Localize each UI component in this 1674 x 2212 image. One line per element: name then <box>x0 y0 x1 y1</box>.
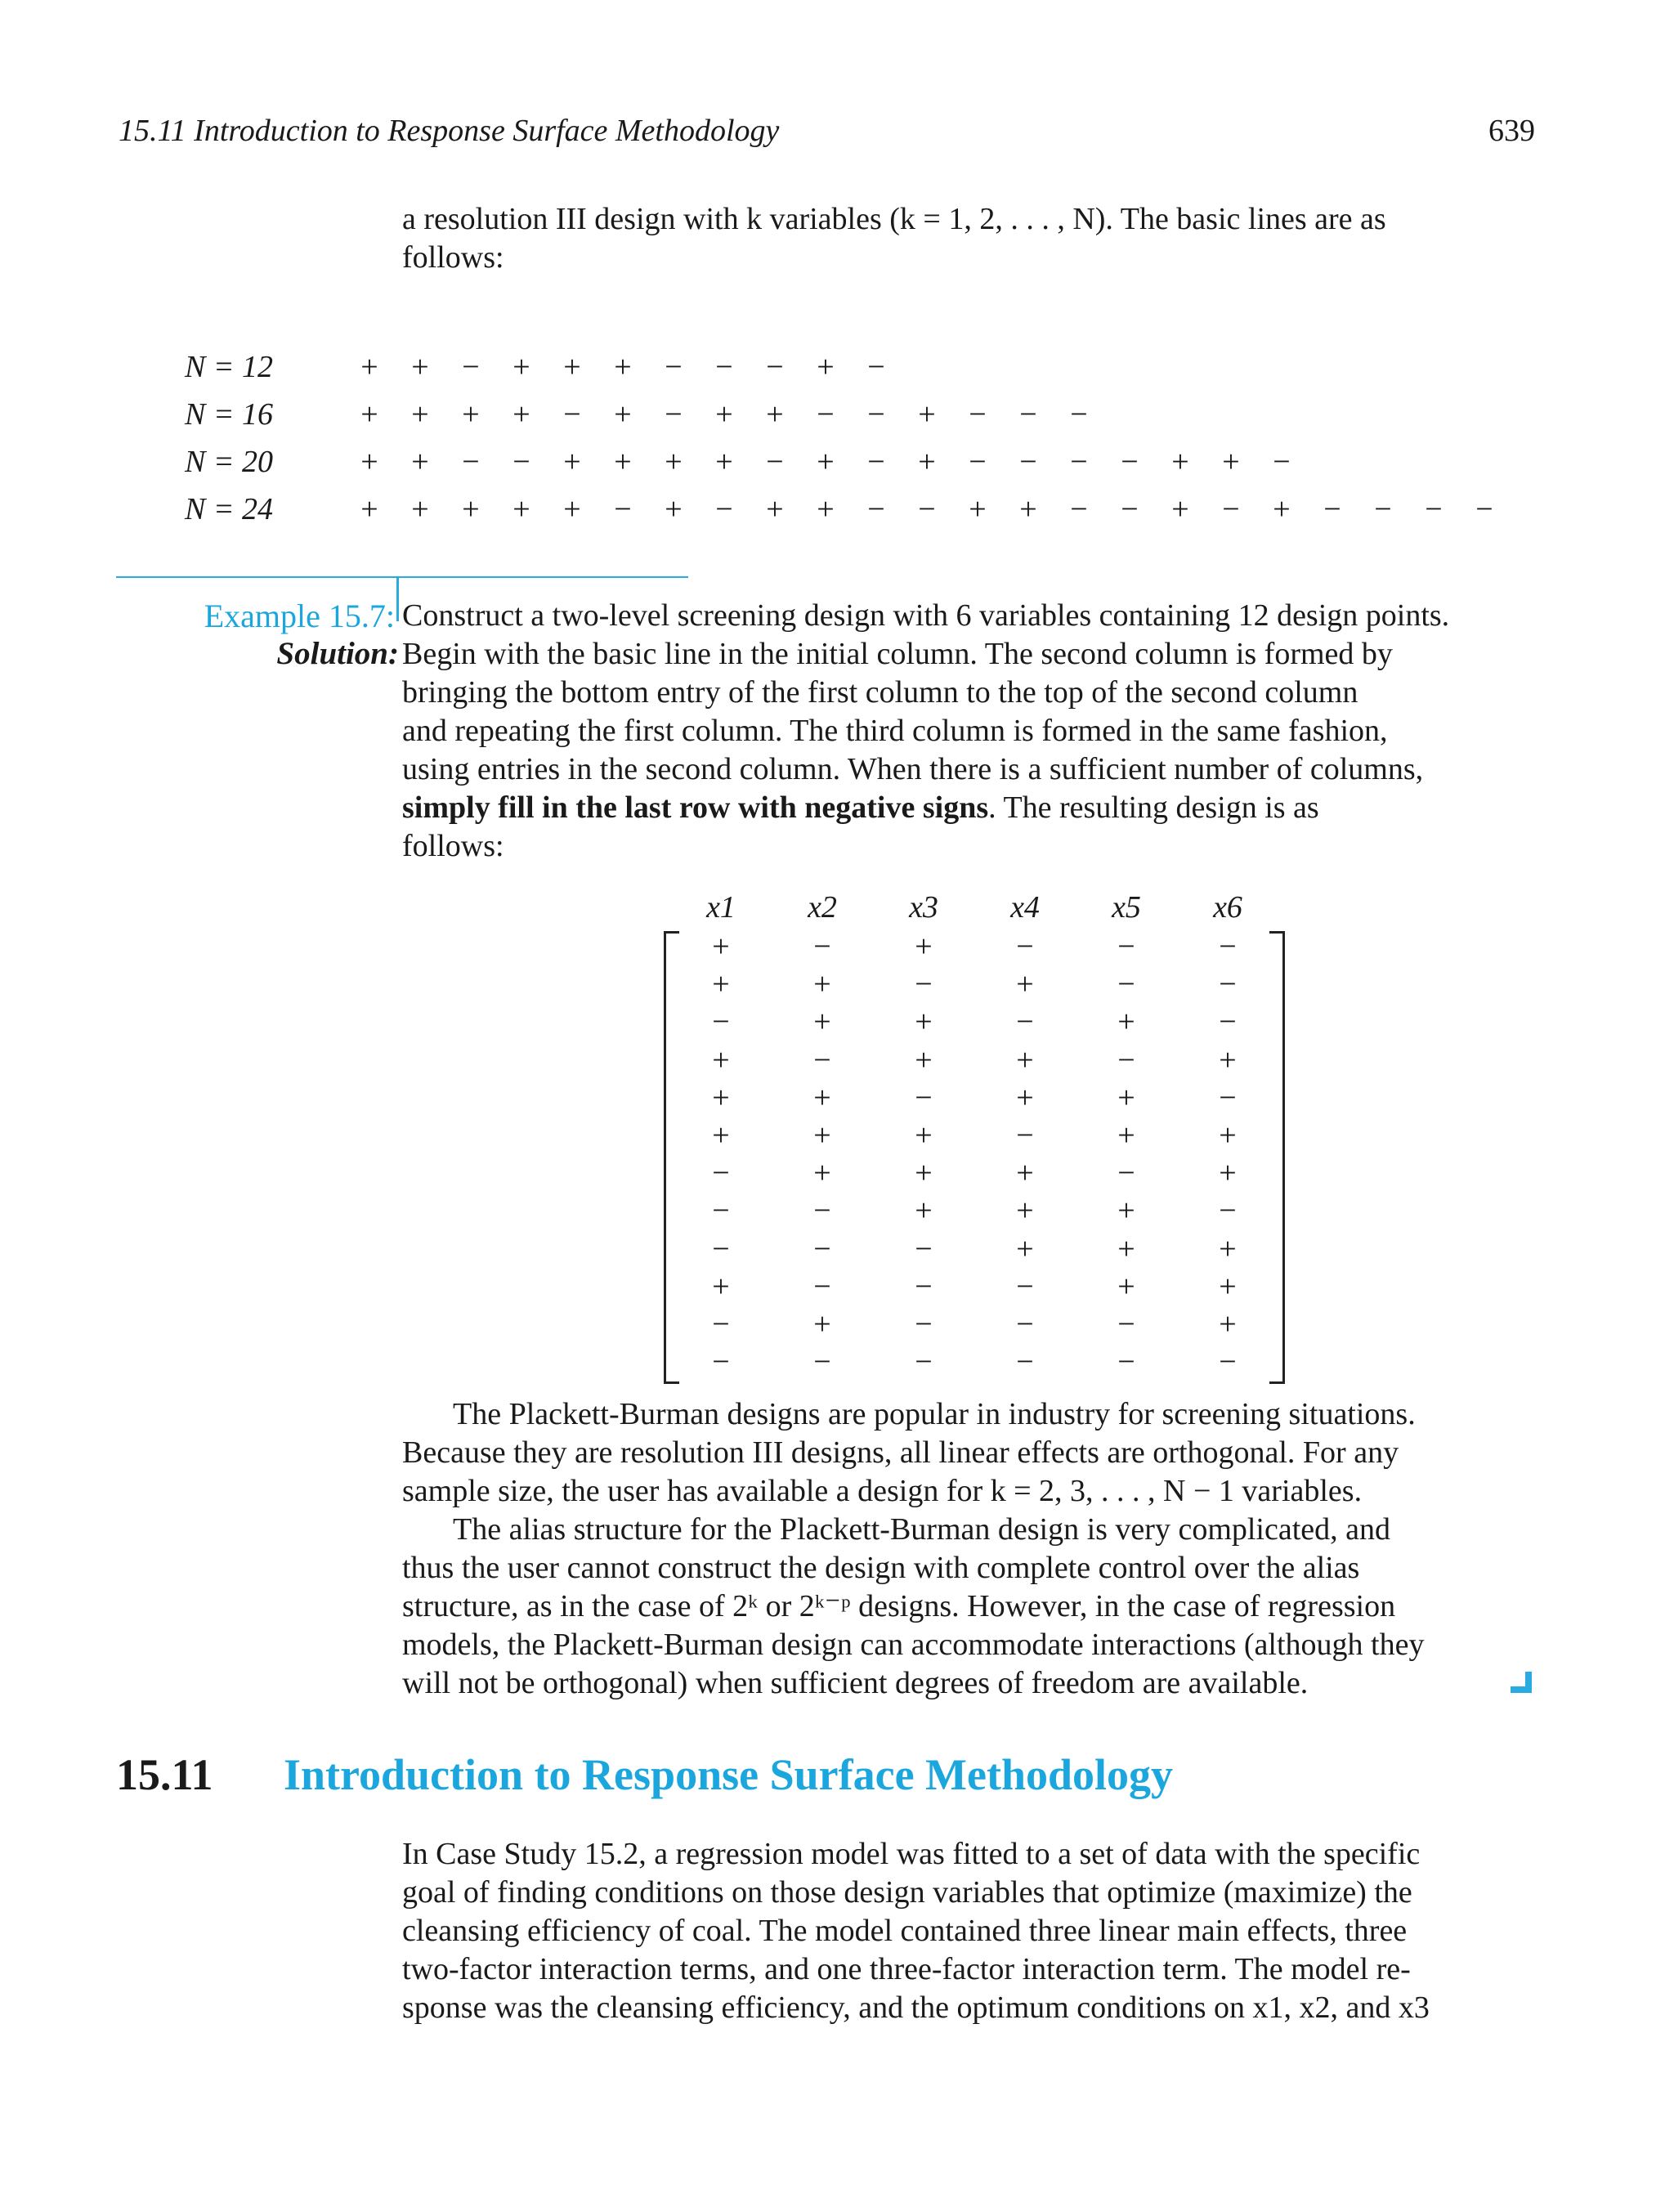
sign-cell: − <box>766 445 784 479</box>
matrix-cell: + <box>813 1306 831 1341</box>
matrix-header <box>670 887 1278 928</box>
sign-cell: − <box>614 492 632 526</box>
matrix-cell: + <box>712 967 730 1002</box>
sign-cell: − <box>867 492 885 526</box>
matrix-row <box>670 1003 1278 1041</box>
sign-cell: + <box>715 397 733 432</box>
solution-line-6: follows: <box>402 829 504 863</box>
sign-cell: − <box>665 397 683 432</box>
page-number: 639 <box>1488 114 1535 148</box>
matrix-row <box>670 1268 1278 1305</box>
matrix-cell: + <box>915 1118 933 1153</box>
basic-line-signs <box>344 349 902 385</box>
sign-cell: + <box>614 350 632 384</box>
basic-line-signs <box>344 396 1104 432</box>
matrix-cell: + <box>813 967 831 1002</box>
matrix-cell: + <box>1016 1080 1034 1115</box>
matrix-cell: + <box>712 1042 730 1077</box>
sign-cell: + <box>918 397 936 432</box>
section-title: Introduction to Response Surface Methodology <box>284 1750 1174 1799</box>
matrix-cell: − <box>1219 1193 1237 1229</box>
sign-cell: + <box>360 350 378 384</box>
sign-cell: − <box>665 350 683 384</box>
matrix-cell: + <box>1016 1231 1034 1266</box>
sign-cell: + <box>1222 445 1240 479</box>
sign-cell: − <box>867 445 885 479</box>
matrix-cell: − <box>813 1193 831 1229</box>
example-rule <box>116 576 688 578</box>
matrix-cell: − <box>712 1306 730 1341</box>
sign-cell: − <box>462 445 480 479</box>
matrix-cell: − <box>712 1005 730 1040</box>
sign-cell: − <box>715 350 733 384</box>
matrix-cell: + <box>1117 1231 1135 1266</box>
sign-cell: − <box>1019 397 1037 432</box>
section-number: 15.11 <box>116 1750 213 1799</box>
sign-cell: − <box>1273 445 1291 479</box>
running-head: 15.11 Introduction to Response Surface Methodology <box>119 114 780 148</box>
para1-line-1: The Plackett-Burman designs are popular in industry for screening situations. <box>453 1397 1416 1431</box>
matrix-row <box>670 1079 1278 1117</box>
matrix-row <box>670 1305 1278 1343</box>
matrix-column-header: x6 <box>1213 890 1242 925</box>
matrix-cell: − <box>813 1269 831 1304</box>
matrix-cell: + <box>1219 1042 1237 1077</box>
matrix-cell: + <box>915 1005 933 1040</box>
matrix-right-bracket <box>1269 931 1285 1384</box>
sign-cell: − <box>1070 397 1088 432</box>
sign-cell: + <box>766 492 784 526</box>
matrix-row <box>670 1230 1278 1268</box>
matrix-cell: − <box>1016 929 1034 965</box>
para2-line-1: The alias structure for the Plackett-Burman design is very complicated, and <box>453 1512 1391 1547</box>
sign-cell: − <box>462 350 480 384</box>
matrix-cell: − <box>1016 1005 1034 1040</box>
para3-line-4: two-factor interaction terms, and one three-factor interaction term. The model re- <box>402 1952 1411 1986</box>
sign-cell: + <box>512 350 530 384</box>
matrix-cell: − <box>915 1269 933 1304</box>
matrix-cell: − <box>1219 967 1237 1002</box>
design-matrix <box>670 887 1278 1381</box>
sign-cell: + <box>563 350 581 384</box>
matrix-column-header: x1 <box>706 890 736 925</box>
matrix-cell: − <box>1117 1306 1135 1341</box>
matrix-cell: − <box>1117 967 1135 1002</box>
matrix-cell: + <box>1117 1005 1135 1040</box>
matrix-row <box>670 1154 1278 1192</box>
sign-cell: − <box>512 445 530 479</box>
basic-line-label: N = 12 <box>185 350 273 384</box>
matrix-cell: − <box>1016 1306 1034 1341</box>
matrix-cell: − <box>1117 929 1135 965</box>
sign-cell: − <box>766 350 784 384</box>
para1-line-2: Because they are resolution III designs, all linear effects are orthogonal. For any <box>402 1435 1399 1470</box>
basic-lines-table <box>185 343 1510 533</box>
sign-cell: + <box>462 397 480 432</box>
para3-line-2: goal of finding conditions on those design variables that optimize (maximize) the <box>402 1875 1412 1910</box>
solution-line-3: and repeating the first column. The third column is formed in the same fashion, <box>402 714 1388 748</box>
sign-cell: − <box>563 397 581 432</box>
solution-line-4: using entries in the second column. When there is a sufficient number of columns, <box>402 752 1424 786</box>
matrix-cell: − <box>1117 1345 1135 1380</box>
basic-line-row <box>185 438 1510 486</box>
sign-cell: + <box>411 445 429 479</box>
sign-cell: + <box>512 397 530 432</box>
sign-cell: + <box>360 397 378 432</box>
matrix-cell: − <box>915 967 933 1002</box>
matrix-cell: − <box>813 1345 831 1380</box>
end-of-example-icon <box>1511 1672 1532 1693</box>
intro-line-1: a resolution III design with k variables (k = 1, 2, . . . , N). The basic lines are as <box>402 202 1386 236</box>
matrix-cell: − <box>813 1042 831 1077</box>
matrix-column-header: x5 <box>1112 890 1141 925</box>
para2-line-5: will not be orthogonal) when sufficient degrees of freedom are available. <box>402 1666 1309 1700</box>
matrix-cell: + <box>915 1193 933 1229</box>
matrix-cell: + <box>1219 1231 1237 1266</box>
matrix-cell: − <box>1016 1118 1034 1153</box>
sign-cell: − <box>1222 492 1240 526</box>
matrix-row <box>670 1192 1278 1229</box>
sign-cell: + <box>715 445 733 479</box>
sign-cell: + <box>411 492 429 526</box>
sign-cell: + <box>766 397 784 432</box>
matrix-cell: + <box>1117 1269 1135 1304</box>
solution-line-5 <box>402 789 1535 827</box>
matrix-column-header: x2 <box>808 890 837 925</box>
matrix-cell: + <box>1219 1269 1237 1304</box>
sign-cell: + <box>563 492 581 526</box>
matrix-left-bracket <box>664 931 679 1384</box>
basic-line-label: N = 16 <box>185 397 273 432</box>
sign-cell: − <box>969 445 987 479</box>
matrix-row <box>670 1117 1278 1154</box>
para2-line-2: thus the user cannot construct the design with complete control over the alias <box>402 1551 1360 1585</box>
matrix-cell: + <box>1219 1306 1237 1341</box>
sign-cell: + <box>614 445 632 479</box>
sign-cell: − <box>817 397 835 432</box>
sign-cell: + <box>563 445 581 479</box>
basic-line-row <box>185 486 1510 533</box>
sign-cell: − <box>1070 445 1088 479</box>
sign-cell: + <box>665 445 683 479</box>
matrix-cell: + <box>915 1156 933 1191</box>
matrix-cell: − <box>915 1231 933 1266</box>
matrix-cell: + <box>712 1080 730 1115</box>
matrix-body <box>670 928 1278 1381</box>
matrix-cell: − <box>1219 1345 1237 1380</box>
sign-cell: − <box>1070 492 1088 526</box>
para2-line-3: structure, as in the case of 2ᵏ or 2ᵏ⁻ᵖ designs. However, in the case of regression <box>402 1589 1396 1623</box>
matrix-cell: + <box>813 1156 831 1191</box>
sign-cell: + <box>614 397 632 432</box>
matrix-cell: + <box>1016 1193 1034 1229</box>
para3-line-1: In Case Study 15.2, a regression model was fitted to a set of data with the specific <box>402 1837 1421 1871</box>
matrix-cell: + <box>915 1042 933 1077</box>
matrix-cell: − <box>915 1345 933 1380</box>
solution-label: Solution: <box>276 636 399 671</box>
sign-cell: + <box>462 492 480 526</box>
sign-cell: − <box>1121 445 1139 479</box>
matrix-cell: + <box>1219 1156 1237 1191</box>
sign-cell: + <box>1171 445 1189 479</box>
solution-line-1: Begin with the basic line in the initial column. The second column is formed by <box>402 637 1393 671</box>
sign-cell: − <box>969 397 987 432</box>
after-bold-text: . The resulting design is as <box>988 790 1319 825</box>
basic-line-label: N = 20 <box>185 445 273 479</box>
sign-cell: + <box>360 445 378 479</box>
para3-line-3: cleansing efficiency of coal. The model contained three linear main effects, three <box>402 1914 1408 1948</box>
matrix-cell: + <box>813 1080 831 1115</box>
sign-cell: − <box>1121 492 1139 526</box>
sign-cell: + <box>817 350 835 384</box>
sign-cell: + <box>817 492 835 526</box>
matrix-row <box>670 928 1278 965</box>
sign-cell: − <box>1374 492 1392 526</box>
matrix-cell: − <box>1117 1042 1135 1077</box>
matrix-cell: − <box>1219 929 1237 965</box>
basic-line-signs <box>344 491 1510 527</box>
sign-cell: − <box>715 492 733 526</box>
matrix-cell: + <box>1016 967 1034 1002</box>
sign-cell: − <box>1425 492 1443 526</box>
basic-line-label: N = 24 <box>185 492 273 526</box>
basic-line-row <box>185 343 1510 391</box>
sign-cell: + <box>512 492 530 526</box>
basic-line-signs <box>344 444 1307 480</box>
matrix-cell: + <box>813 1118 831 1153</box>
para3-line-5: sponse was the cleansing efficiency, and the optimum conditions on x1, x2, and x3 <box>402 1990 1430 2025</box>
matrix-cell: − <box>1117 1156 1135 1191</box>
bold-phrase: simply fill in the last row with negative signs <box>402 790 989 825</box>
sign-cell: − <box>1475 492 1493 526</box>
matrix-cell: + <box>1117 1118 1135 1153</box>
sign-cell: + <box>360 492 378 526</box>
solution-line-2: bringing the bottom entry of the first column to the top of the second column <box>402 675 1358 710</box>
matrix-cell: − <box>915 1080 933 1115</box>
sign-cell: − <box>867 397 885 432</box>
matrix-row <box>670 1343 1278 1381</box>
matrix-cell: + <box>1016 1156 1034 1191</box>
para1-line-3: sample size, the user has available a design for k = 2, 3, . . . , N − 1 variables. <box>402 1474 1363 1508</box>
sign-cell: + <box>969 492 987 526</box>
matrix-cell: − <box>1016 1345 1034 1380</box>
matrix-cell: + <box>1016 1042 1034 1077</box>
sign-cell: + <box>411 350 429 384</box>
matrix-cell: − <box>712 1345 730 1380</box>
matrix-cell: − <box>712 1156 730 1191</box>
matrix-cell: − <box>1016 1269 1034 1304</box>
matrix-cell: + <box>712 1269 730 1304</box>
intro-line-2: follows: <box>402 240 504 275</box>
matrix-cell: + <box>1219 1118 1237 1153</box>
basic-line-row <box>185 391 1510 438</box>
matrix-column-header: x3 <box>909 890 938 925</box>
sign-cell: − <box>1019 445 1037 479</box>
matrix-cell: − <box>712 1231 730 1266</box>
matrix-cell: + <box>915 929 933 965</box>
example-marker-bar <box>396 577 399 621</box>
matrix-cell: − <box>915 1306 933 1341</box>
matrix-column-header: x4 <box>1010 890 1040 925</box>
matrix-cell: − <box>813 1231 831 1266</box>
matrix-cell: − <box>712 1193 730 1229</box>
matrix-cell: + <box>813 1005 831 1040</box>
matrix-cell: + <box>1117 1080 1135 1115</box>
matrix-row <box>670 965 1278 1003</box>
sign-cell: + <box>665 492 683 526</box>
sign-cell: + <box>817 445 835 479</box>
matrix-cell: − <box>1219 1080 1237 1115</box>
sign-cell: + <box>918 445 936 479</box>
sign-cell: − <box>867 350 885 384</box>
sign-cell: − <box>1323 492 1341 526</box>
matrix-cell: − <box>1219 1005 1237 1040</box>
matrix-cell: + <box>712 1118 730 1153</box>
matrix-cell: + <box>1117 1193 1135 1229</box>
sign-cell: − <box>918 492 936 526</box>
matrix-cell: − <box>813 929 831 965</box>
example-statement: Construct a two-level screening design with 6 variables containing 12 design points. <box>402 598 1450 633</box>
matrix-cell: + <box>712 929 730 965</box>
sign-cell: + <box>1273 492 1291 526</box>
para2-line-4: models, the Plackett-Burman design can accommodate interactions (although they <box>402 1628 1425 1662</box>
matrix-row <box>670 1041 1278 1079</box>
sign-cell: + <box>411 397 429 432</box>
sign-cell: + <box>1019 492 1037 526</box>
example-label: Example 15.7: <box>204 598 395 634</box>
sign-cell: + <box>1171 492 1189 526</box>
